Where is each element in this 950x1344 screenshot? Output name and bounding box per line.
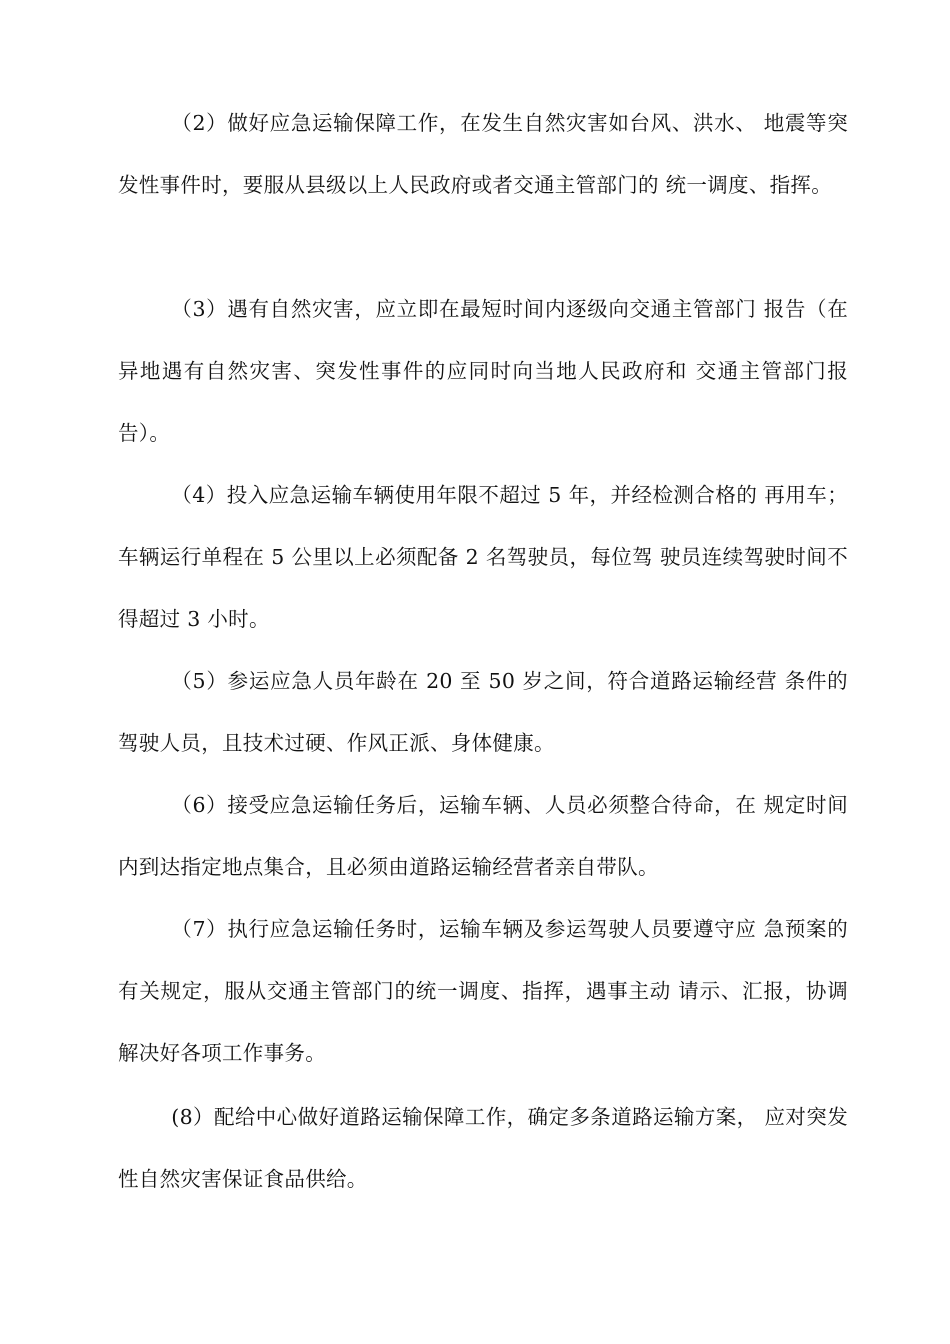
paragraph-6: （6）接受应急运输任务后，运输车辆、人员必须整合待命，在 规定时间内到达指定地点集合，且必须由道路运输经营者亲自带队。	[118, 793, 848, 879]
paragraph-8: (8）配给中心做好道路运输保障工作，确定多条道路运输方案， 应对突发性自然灾害保证食品供给。	[118, 1105, 848, 1191]
paragraph-2: （2）做好应急运输保障工作，在发生自然灾害如台风、洪水、 地震等突发性事件时，要服从县级以上人民政府或者交通主管部门的 统一调度、指挥。	[118, 111, 848, 197]
paragraph-4: （4）投入应急运输车辆使用年限不超过 5 年，并经检测合格的 再用车；车辆运行单程在 5 公里以上必须配备 2 名驾驶员，每位驾 驶员连续驾驶时间不得超过 3 小时。	[118, 483, 848, 631]
paragraph-3: （3）遇有自然灾害，应立即在最短时间内逐级向交通主管部门 报告（在异地遇有自然灾害、突发性事件的应同时向当地人民政府和 交通主管部门报告）。	[118, 297, 848, 445]
paragraph-5: （5）参运应急人员年龄在 20 至 50 岁之间，符合道路运输经营 条件的驾驶人员，且技术过硬、作风正派、身体健康。	[118, 669, 848, 755]
paragraph-7: （7）执行应急运输任务时，运输车辆及参运驾驶人员要遵守应 急预案的有关规定，服从交通主管部门的统一调度、指挥，遇事主动 请示、汇报，协调解决好各项工作事务。	[118, 917, 848, 1065]
